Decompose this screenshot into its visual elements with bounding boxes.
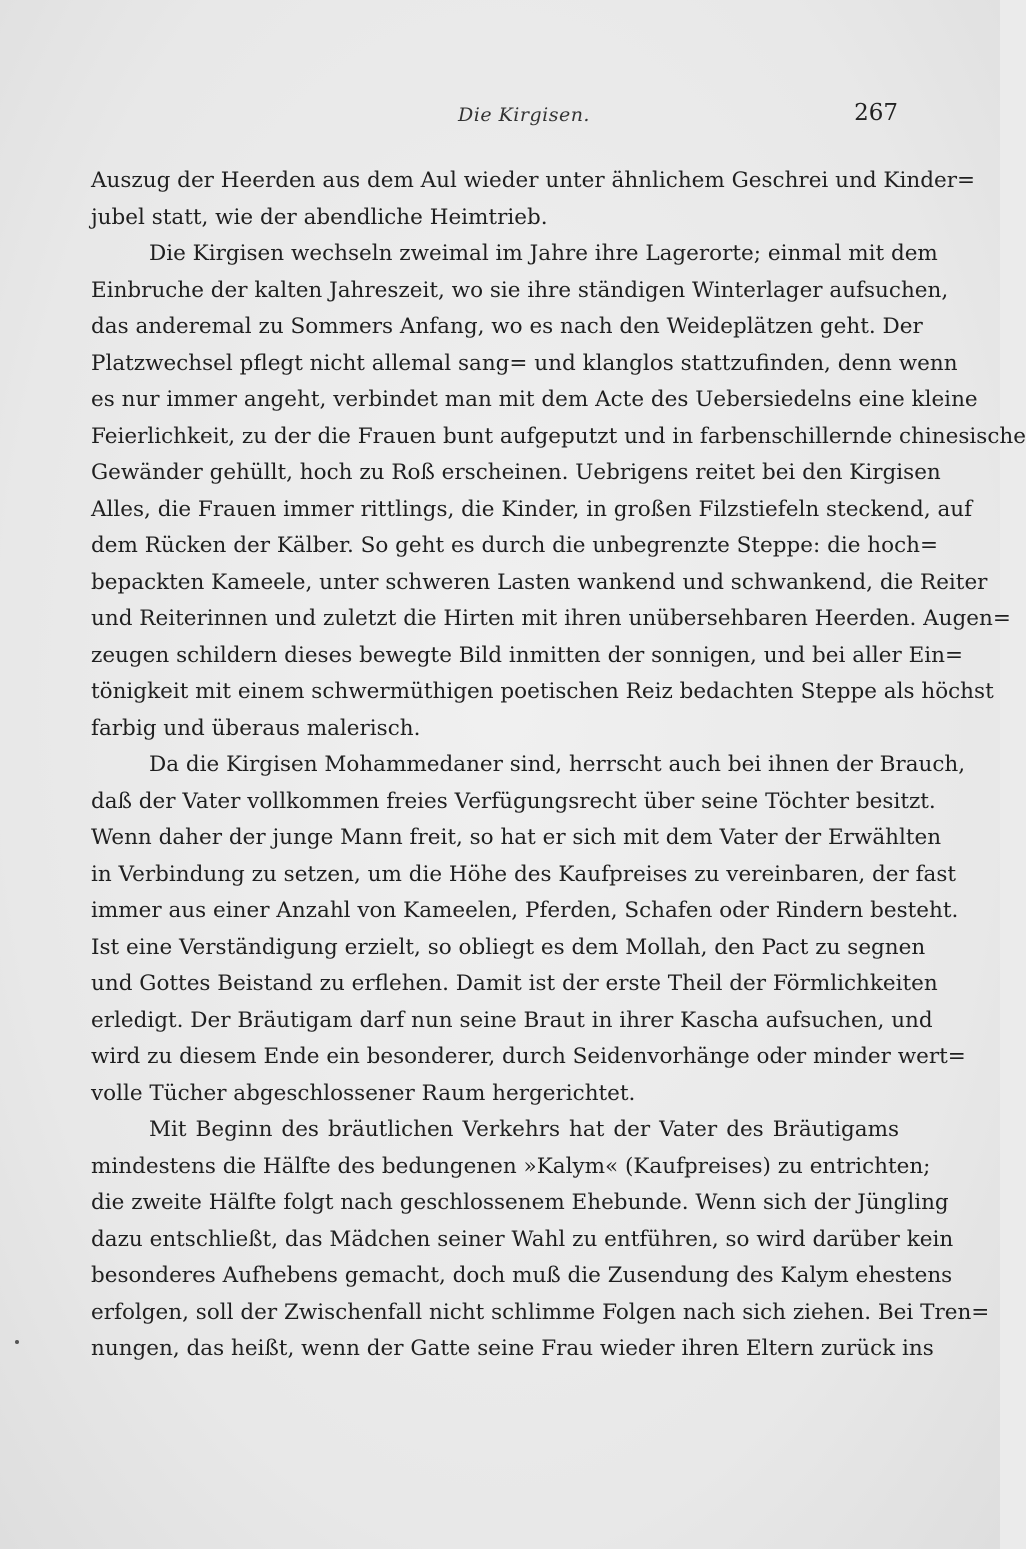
text-line: erledigt. Der Bräutigam darf nun seine Braut in ihrer Kascha aufsuchen, und	[91, 1007, 933, 1033]
text-line: die zweite Hälfte folgt nach geschlossenem Ehebunde. Wenn sich der Jüngling	[91, 1190, 949, 1215]
text-line: dazu entschließt, das Mädchen seiner Wahl zu entführen, so wird darüber kein	[91, 1226, 954, 1252]
running-title: Die Kirgisen.	[458, 104, 590, 126]
paper-speck	[15, 1340, 19, 1344]
text-line: in Verbindung zu setzen, um die Höhe des Kaufpreises zu vereinbaren, der fast	[91, 861, 957, 887]
text-line: bepackten Kameele, unter schweren Lasten wankend und schwankend, die Reiter	[91, 569, 988, 595]
text-line: Da die Kirgisen Mohammedaner sind, herrscht auch bei ihnen der Brauch,	[149, 752, 966, 777]
text-line: mindestens die Hälfte des bedungenen »Kalym« (Kaufpreises) zu entrichten;	[91, 1153, 931, 1179]
text-line: besonderes Aufhebens gemacht, doch muß die Zusendung des Kalym ehestens	[91, 1263, 953, 1288]
text-line: Platzwechsel pflegt nicht allemal sang= und klanglos stattzufinden, denn wenn	[91, 350, 958, 376]
paragraph-2	[91, 236, 1026, 747]
text-line: dem Rücken der Kälber. So geht es durch die unbegrenzte Steppe: die hoch=	[91, 533, 938, 558]
text-line: tönigkeit mit einem schwermüthigen poetischen Reiz bedachten Steppe als höchst	[91, 679, 994, 704]
text-line: Wenn daher der junge Mann freit, so hat er sich mit dem Vater der Erwählten	[91, 825, 942, 850]
page-header	[148, 100, 900, 136]
text-line: Gewänder gehüllt, hoch zu Roß erscheinen. Uebrigens reitet bei den Kirgisen	[91, 460, 941, 485]
text-line: es nur immer angeht, verbindet man mit dem Acte des Uebersiedelns eine kleine	[91, 387, 978, 412]
text-line: Alles, die Frauen immer rittlings, die Kinder, in großen Filzstiefeln steckend, auf	[91, 496, 973, 522]
text-line: Einbruche der kalten Jahreszeit, wo sie ihre ständigen Winterlager aufsuchen,	[91, 277, 949, 303]
text-line: farbig und überaus malerisch.	[91, 715, 421, 741]
body-text	[91, 163, 1026, 1368]
text-line: und Reiterinnen und zuletzt die Hirten mit ihren unübersehbaren Heerden. Augen=	[91, 606, 1011, 631]
text-line: Ist eine Verständigung erzielt, so obliegt es dem Mollah, den Pact zu segnen	[91, 934, 926, 960]
text-line: und Gottes Beistand zu erflehen. Damit ist der erste Theil der Förmlichkeiten	[91, 971, 938, 996]
paragraph-3	[91, 747, 966, 1112]
page-number: 267	[854, 100, 898, 126]
text-line: immer aus einer Anzahl von Kameelen, Pferden, Schafen oder Rindern besteht.	[91, 898, 959, 923]
text-line: nungen, das heißt, wenn der Gatte seine Frau wieder ihren Eltern zurück ins	[91, 1336, 934, 1361]
paragraph-4	[91, 1112, 990, 1368]
text-line: Die Kirgisen wechseln zweimal im Jahre ihre Lagerorte; einmal mit dem	[149, 241, 938, 266]
text-line: jubel statt, wie der abendliche Heimtrieb.	[91, 204, 548, 230]
text-line: das anderemal zu Sommers Anfang, wo es nach den Weideplätzen geht. Der	[91, 314, 923, 339]
text-line: erfolgen, soll der Zwischenfall nicht schlimme Folgen nach sich ziehen. Bei Tren=	[91, 1299, 990, 1325]
text-line: Feierlichkeit, zu der die Frauen bunt aufgeputzt und in farbenschillernde chinesische	[91, 423, 1026, 449]
paragraph-1	[91, 163, 975, 236]
text-line: daß der Vater vollkommen freies Verfügungsrecht über seine Töchter besitzt.	[91, 788, 936, 814]
text-line: Auszug der Heerden aus dem Aul wieder unter ähnlichem Geschrei und Kinder=	[91, 168, 975, 193]
text-line: zeugen schildern dieses bewegte Bild inmitten der sonnigen, und bei aller Ein=	[91, 642, 964, 668]
text-line: Mit Beginn des bräutlichen Verkehrs hat der Vater des Bräutigams	[149, 1117, 899, 1142]
text-line: volle Tücher abgeschlossener Raum hergerichtet.	[91, 1080, 636, 1106]
text-line: wird zu diesem Ende ein besonderer, durch Seidenvorhänge oder minder wert=	[91, 1044, 966, 1069]
